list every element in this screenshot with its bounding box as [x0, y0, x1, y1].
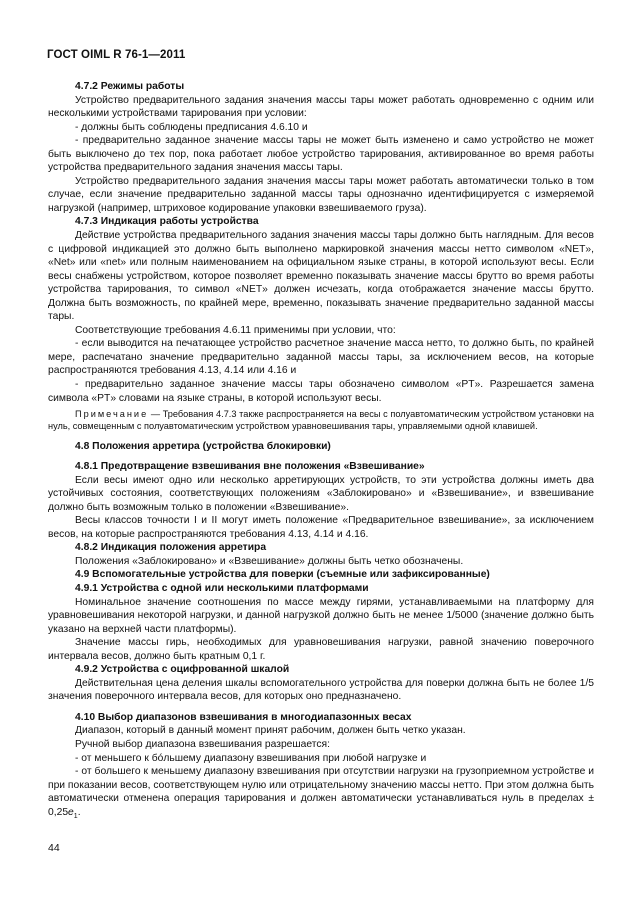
- paragraph: Номинальное значение соотношения по массе между гирями, устанавливаемыми на платформу для уравновешивания некоторой нагрузки, и данной нагрузкой должно быть не менее 1/5000 (значение должно быть указано на верхней части платформы).: [48, 596, 594, 635]
- note: [48, 408, 594, 432]
- paragraph-end: .: [77, 806, 81, 818]
- paragraph: - от меньшего к бóльшему диапазону взвешивания при любой нагрузке и: [75, 752, 427, 764]
- document-header: ГОСТ OIML R 76-1—2011: [47, 49, 186, 61]
- paragraph: Действительная цена деления шкалы вспомогательного устройства для поверки должна быть не более 1/5 значения поверочного интервала весов, для которых оно предназначено.: [48, 677, 594, 703]
- section-heading-4-9-1: 4.9.1 Устройства с одной или несколькими платформами: [75, 583, 369, 594]
- paragraph: Устройство предварительного задания значения массы тары может работать автоматически только в том случае, если значение предварительно заданной массы тары однозначно идентифицируется с измеряемой нагрузкой (например, штриховое кодирование упаковки взвешиваемого груза).: [48, 175, 594, 214]
- note-label: Примечание: [75, 409, 149, 420]
- paragraph: - должны быть соблюдены предписания 4.6.10 и: [75, 121, 308, 133]
- section-heading-4-10: 4.10 Выбор диапазонов взвешивания в многодиапазонных весах: [75, 711, 412, 723]
- paragraph: Ручной выбор диапазона взвешивания разрешается:: [75, 739, 330, 751]
- section-heading-4-9: 4.9 Вспомогательные устройства для поверки (съемные или зафиксированные): [75, 569, 490, 581]
- paragraph: Устройство предварительного задания значения массы тары может работать одновременно с одним или несколькими устройствами тарирования при условии:: [48, 94, 594, 120]
- paragraph: Диапазон, который в данный момент принят рабочим, должен быть четко указан.: [75, 725, 466, 737]
- paragraph: Соответствующие требования 4.6.11 применимы при условии, что:: [75, 324, 396, 336]
- paragraph: Действие устройства предварительного задания значения массы тары должно быть наглядным. Для весов с цифровой индикацией это должно быть выполнено маркировкой значения массы нетто символом «NET», «Net» или «net» или полным наименованием на официальном языке страны, в которой используют весы. Если весы снабжены устройством, которое позволяет временно показывать значение массы брутто во время работы устройства тарирования, то символ «NET» должен исчезать, когда отображается значение массы брутто. Должна быть возможность, по крайней мере, временно, показывать значение предварительно заданной массы тары.: [48, 230, 594, 323]
- symbol-subscript: 1: [73, 812, 78, 820]
- paragraph: - если выводится на печатающее устройство расчетное значение масса нетто, то должно быть, по крайней мере, распечатано значение предварительно заданной массы тары, за исключением весов, на которые распространяются требования 4.13, 4.14 или 4.16 и: [48, 338, 594, 377]
- paragraph: Если весы имеют одно или несколько арретирующих устройств, то эти устройства должны иметь два устойчивых состояния, соответствующих положениям «Заблокировано» и «Взвешивание», и взвешивание должно быть возможным только в положении «Взвешивание».: [48, 474, 594, 513]
- section-heading-4-8: 4.8 Положения арретира (устройства блокировки): [75, 440, 331, 452]
- paragraph: Весы классов точности I и II могут иметь положение «Предварительное взвешивание», за исключением весов, на которые распространяются требования 4.13, 4.14 и 4.16.: [48, 515, 594, 540]
- note-text: — Требования 4.7.3 также распространяется на весы с полуавтоматическим устройством установки на нуль, совмещенным с полуавтоматическим устройством уравновешивания тары, управляемыми одной клавишей.: [48, 409, 594, 432]
- symbol-e: e: [68, 806, 74, 818]
- paragraph: [48, 765, 594, 823]
- paragraph: - предварительно заданное значение массы тары обозначено символом «PT». Разрешается замена символа «PT» словами на языке страны, в которой используют весы.: [48, 379, 594, 404]
- page-number: 44: [48, 842, 60, 854]
- section-heading-4-7-2: 4.7.2 Режимы работы: [75, 81, 185, 92]
- section-heading-4-8-1: 4.8.1 Предотвращение взвешивания вне положения «Взвешивание»: [75, 461, 425, 473]
- paragraph: Положения «Заблокировано» и «Взвешивание» должны быть четко обозначены.: [75, 555, 464, 567]
- section-heading-4-9-2: 4.9.2 Устройства с оцифрованной шкалой: [75, 664, 290, 676]
- section-heading-4-7-3: 4.7.3 Индикация работы устройства: [75, 216, 259, 228]
- paragraph-text: - от большего к меньшему диапазону взвешивания при отсутствии нагрузки на грузоприемном устройстве и при показании весов, соответствующем нулю или отрицательному значению массы нетто. При этом должна быть автоматически отменена операция тарирования и должен автоматически устанавливаться нуль в пределах ± 0,25: [48, 766, 594, 818]
- paragraph: Значение массы гирь, необходимых для уравновешивания нагрузки, равной значению поверочного интервала весов, должно быть кратным 0,1 г.: [48, 637, 594, 662]
- section-heading-4-8-2: 4.8.2 Индикация положения арретира: [75, 542, 267, 554]
- document-body: [48, 80, 594, 823]
- paragraph: - предварительно заданное значение массы тары не может быть изменено и само устройство не может быть выключено до тех пор, пока работает любое устройство тарирования, активированное во время работы устройства предварительного задания значения массы тары.: [48, 135, 594, 174]
